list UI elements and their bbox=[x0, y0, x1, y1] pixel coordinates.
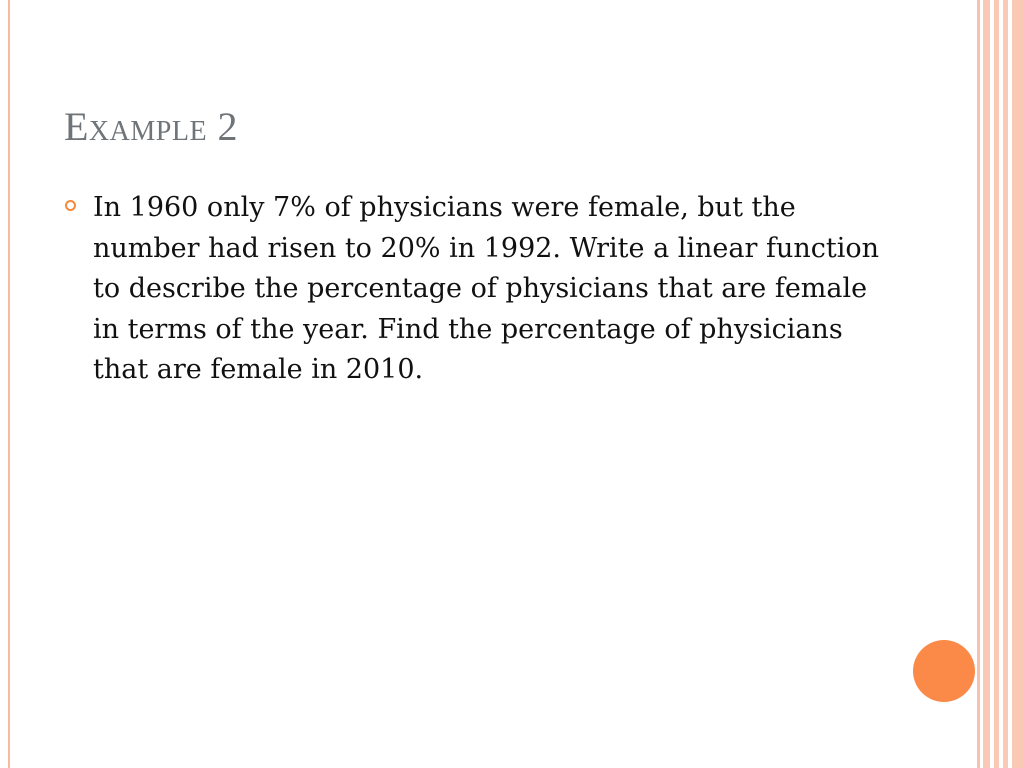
slide-title: Example 2 bbox=[64, 104, 239, 149]
left-border-line bbox=[8, 0, 10, 768]
right-border-stripe bbox=[983, 0, 990, 768]
bullet-text: In 1960 only 7% of physicians were female, but the number had risen to 20% in 1992. Write a linear function to describe the percentage of physicians that are female in terms of the year. Find the percentage of physicians that are female in 2010. bbox=[93, 192, 880, 385]
decorative-circle-icon bbox=[913, 640, 975, 702]
ring-bullet-icon bbox=[65, 200, 76, 211]
right-border-stripe bbox=[977, 0, 980, 768]
bullet-item bbox=[64, 188, 884, 391]
right-border-stripe bbox=[1012, 0, 1024, 768]
bullet-list bbox=[64, 188, 884, 391]
